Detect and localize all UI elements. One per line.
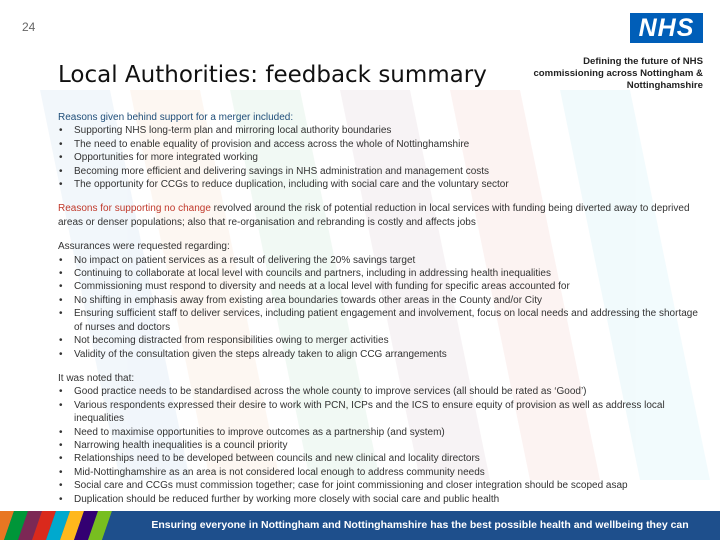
list-item: • Good practice needs to be standardised across the whole county to improve services (all should be rated as ‘Good’) [58, 385, 708, 398]
list-item: • Various respondents expressed their desire to work with PCN, ICPs and the ICS to ensure equity of provision as well as address local inequalities [58, 399, 708, 426]
list-item: • The opportunity for CCGs to reduce duplication, including with social care and the voluntary sector [58, 178, 708, 191]
list-item: • Validity of the consultation given the steps already taken to align CCG arrangements [58, 348, 708, 361]
assurances-list [58, 254, 708, 361]
list-item: • Supporting NHS long-term plan and mirroring local authority boundaries [58, 124, 708, 137]
no-change-section [58, 202, 708, 229]
list-item: • Commissioning must respond to diversity and needs at a local level with funding for specific areas accounted for [58, 280, 708, 293]
page-number: 24 [22, 20, 36, 34]
subtitle-line-1: Defining the future of NHS [583, 56, 703, 67]
no-change-accent: Reasons for supporting no change [58, 203, 211, 215]
list-item: • Opportunities for more integrated working [58, 151, 708, 164]
list-item: • No shifting in emphasis away from existing area boundaries towards other areas in the County and/or City [58, 294, 708, 307]
support-heading: Reasons given behind support for a merger included: [58, 112, 294, 123]
list-item: • No impact on patient services as a result of delivering the 20% savings target [58, 254, 708, 267]
list-item: • Narrowing health inequalities is a council priority [58, 439, 708, 452]
noted-list [58, 385, 708, 506]
footer-color-strip [0, 511, 130, 540]
list-item: • Need to maximise opportunities to improve outcomes as a partnership (and system) [58, 426, 708, 439]
list-item: • Relationships need to be developed between councils and new clinical and locality directors [58, 452, 708, 465]
subtitle-line-3: Nottinghamshire [626, 80, 703, 91]
support-list [58, 124, 708, 191]
list-item: • Duplication should be reduced further by working more closely with social care and public health [58, 493, 708, 506]
footer-banner [0, 511, 720, 540]
nhs-logo: NHS [630, 13, 703, 43]
list-item: • Ensuring sufficient staff to deliver services, including patient engagement and involvement, focus on local needs and addressing the shortage of nurses and doctors [58, 307, 708, 334]
noted-heading: It was noted that: [58, 372, 135, 384]
no-change-text: revolved around the risk of potential reduction in local services with funding being diverted away to deprived areas or denser populations; also that re-organisation and rebranding is costly and affects jobs [58, 203, 690, 228]
page-title: Local Authorities: feedback summary [58, 62, 487, 88]
list-item: • The need to enable equality of provision and access across the whole of Nottinghamshire [58, 138, 708, 151]
assurances-heading: Assurances were requested regarding: [58, 241, 230, 253]
list-item: • Continuing to collaborate at local level with councils and partners, including in addressing health inequalities [58, 267, 708, 280]
list-item: • Social care and CCGs must commission together; case for joint commissioning and closer integration should be scoped asap [58, 479, 708, 492]
assurances-section [58, 240, 708, 361]
subtitle-line-2: commissioning across Nottingham & [533, 68, 703, 79]
support-section [58, 111, 708, 191]
list-item: • Not becoming distracted from responsibilities owing to merger activities [58, 334, 708, 347]
list-item: • Mid-Nottinghamshire as an area is not considered local enough to address community needs [58, 466, 708, 479]
content-body [58, 111, 708, 517]
noted-section [58, 372, 708, 506]
subtitle [483, 56, 703, 92]
list-item: • Becoming more efficient and delivering savings in NHS administration and management costs [58, 165, 708, 178]
no-change-paragraph [58, 202, 708, 229]
footer-text: Ensuring everyone in Nottingham and Nottinghamshire has the best possible health and wellbeing they can [151, 519, 689, 531]
